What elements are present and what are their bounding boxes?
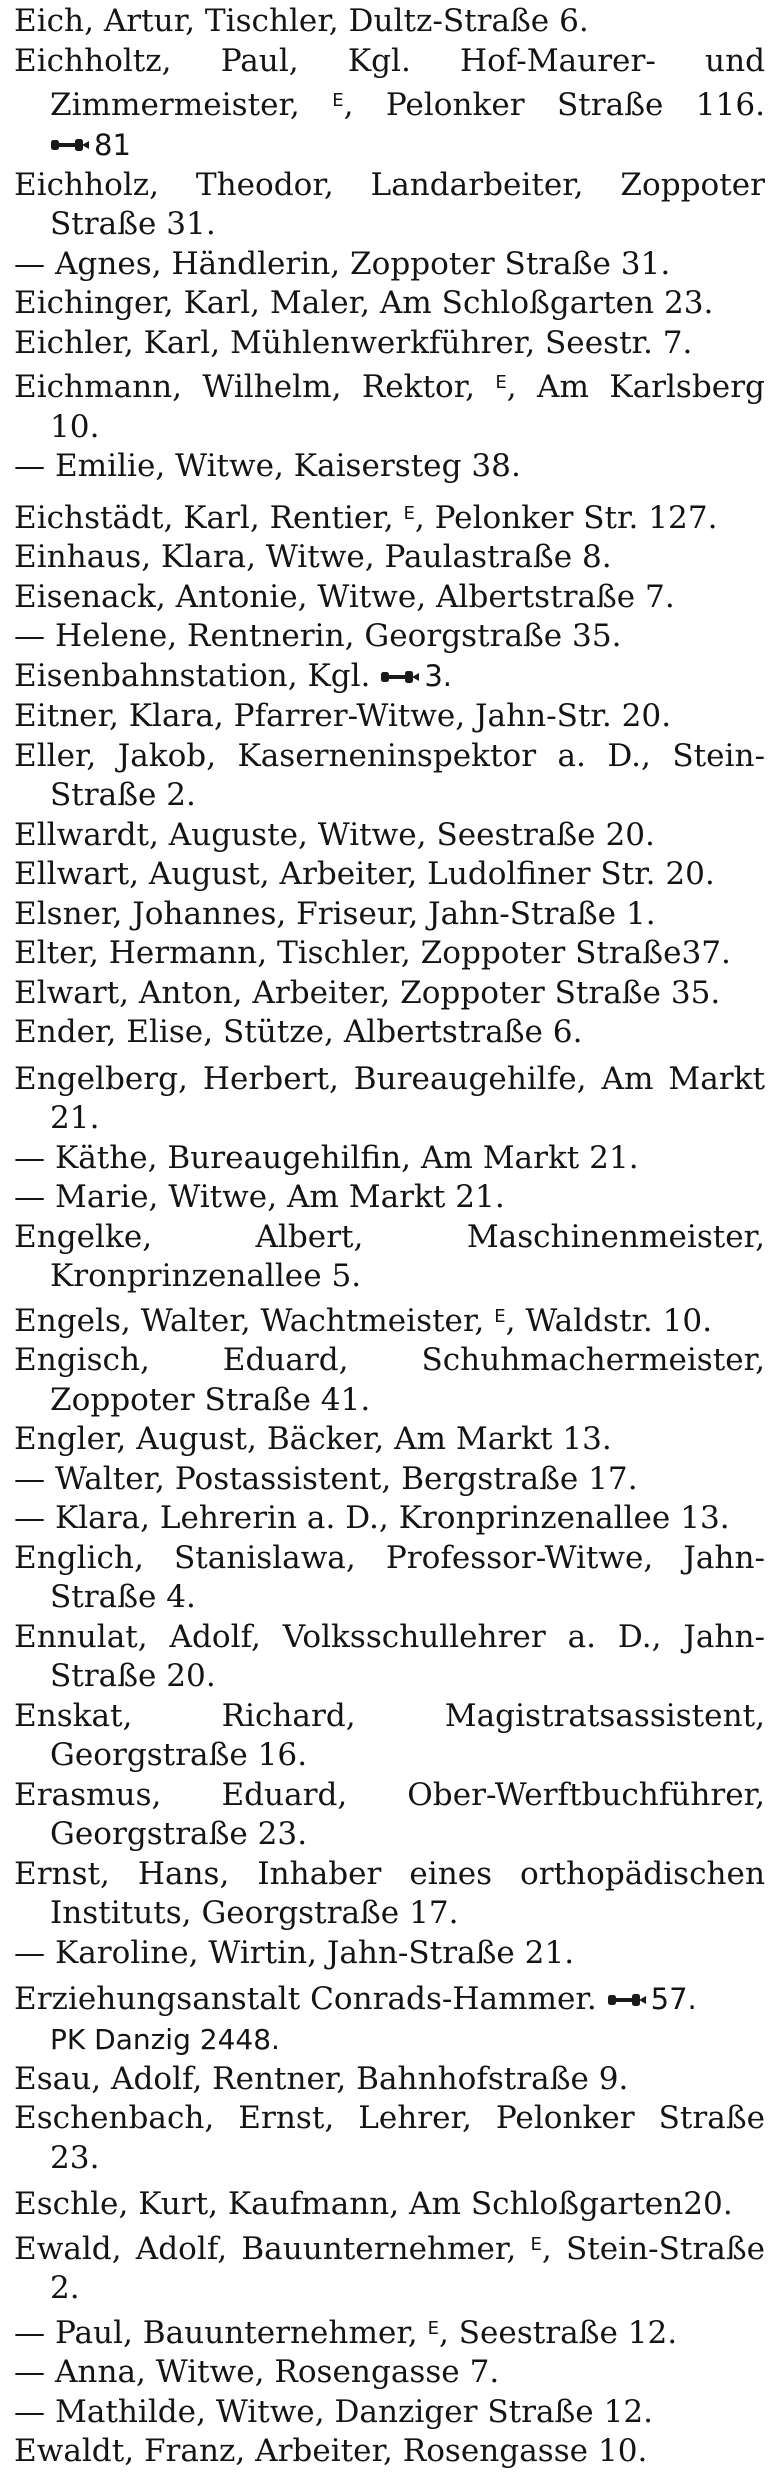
directory-entry bbox=[14, 895, 765, 935]
entry-text: Eichholtz, Paul, Kgl. Hof-Maurer- und Zimmermeister, bbox=[14, 42, 765, 123]
directory-entry bbox=[14, 697, 765, 737]
e-mark: E bbox=[332, 90, 344, 111]
directory-entry bbox=[14, 166, 765, 245]
entry-text: Englich, Stanislawa, Professor-Witwe, Jahn-Straße 4. bbox=[14, 1539, 765, 1615]
directory-entry: Engels, Walter, Wachtmeister, $^E$, Waldstr. 10. bbox=[14, 1302, 713, 1339]
e-mark: E bbox=[495, 372, 507, 394]
directory-entry bbox=[14, 1499, 765, 1539]
telephone-handset-icon bbox=[50, 126, 90, 166]
phone-number-value: 57. bbox=[650, 1982, 697, 2016]
directory-entry bbox=[14, 1218, 765, 1297]
e-mark: E bbox=[494, 1305, 506, 1327]
entry-text: Elter, Hermann, Tischler, Zoppoter Straße37. bbox=[14, 935, 731, 971]
directory-entry bbox=[14, 2060, 765, 2100]
directory-entry bbox=[14, 2393, 765, 2433]
directory-entry bbox=[14, 245, 765, 285]
entry-text: Eichinger, Karl, Maler, Am Schloßgarten 23. bbox=[14, 285, 714, 322]
e-mark: E bbox=[530, 2233, 542, 2255]
directory-entry bbox=[14, 816, 765, 856]
entry-text: Engisch, Eduard, Schuhmachermeister, Zoppoter Straße 41. bbox=[14, 1342, 765, 1418]
directory-entry: Eichmann, Wilhelm, Rektor, $^E$, Am Karlsberg 10. bbox=[14, 369, 765, 445]
entry-text: Eich, Artur, Tischler, Dultz-Straße 6. bbox=[14, 3, 589, 39]
entry-text: — Walter, Postassistent, Bergstraße 17. bbox=[14, 1460, 638, 1497]
entry-text: Eitner, Klara, Pfarrer-Witwe, Jahn-Str. 20. bbox=[14, 698, 672, 734]
entry-address: Pelonker Straße 116. bbox=[385, 87, 765, 123]
directory-entry bbox=[14, 1855, 765, 1934]
entry-text: Esau, Adolf, Rentner, Bahnhofstraße 9. bbox=[14, 2060, 629, 2097]
telephone-handset-icon bbox=[607, 1981, 647, 2021]
phone-number-value: 3. bbox=[424, 658, 452, 693]
entry-text: Ender, Elise, Stütze, Albertstraße 6. bbox=[14, 1014, 583, 1050]
directory-entry bbox=[14, 2353, 765, 2393]
entry-text: Eschle, Kurt, Kaufmann, Am Schloßgarten20. bbox=[14, 2186, 733, 2223]
directory-entry: — Paul, Bauunternehmer, $^E$, Seestraße 12. bbox=[14, 2314, 678, 2351]
entry-text: Erasmus, Eduard, Ober-Werftbuchführer, Georgstraße 23. bbox=[14, 1776, 765, 1852]
entry-address: Stein-Straße 2. bbox=[50, 2230, 765, 2307]
entry-text: Einhaus, Klara, Witwe, Paulastraße 8. bbox=[14, 539, 612, 576]
directory-entry: Eichstädt, Karl, Rentier, $^E$, Pelonker Str. 127. bbox=[14, 499, 718, 536]
directory-entry bbox=[14, 447, 765, 487]
phone-number-value: 81 bbox=[94, 127, 131, 162]
directory-entry bbox=[14, 657, 765, 697]
entry-text: — Karoline, Wirtin, Jahn-Straße 21. bbox=[14, 1934, 575, 1971]
directory-entry bbox=[14, 2185, 765, 2225]
entry-text: — Anna, Witwe, Rosengasse 7. bbox=[14, 2354, 500, 2391]
directory-entry bbox=[14, 934, 765, 974]
directory-entry bbox=[14, 578, 765, 618]
directory-entry bbox=[14, 1341, 765, 1420]
entry-text: Ellwardt, Auguste, Witwe, Seestraße 20. bbox=[14, 816, 655, 853]
entry-text: Eichholz, Theodor, Landarbeiter, Zoppoter Straße 31. bbox=[14, 166, 765, 243]
directory-entry bbox=[14, 1934, 765, 1974]
phone-number bbox=[380, 657, 452, 697]
entry-text: Ennulat, Adolf, Volksschullehrer a. D., Jahn-Straße 20. bbox=[14, 1618, 765, 1694]
directory-entry bbox=[14, 2, 765, 42]
entry-address: Seestraße 12. bbox=[458, 2314, 678, 2351]
entry-text: — Helene, Rentnerin, Georgstraße 35. bbox=[14, 618, 622, 655]
entry-text: Ernst, Hans, Inhaber eines orthopädischen Instituts, Georgstraße 17. bbox=[14, 1855, 765, 1931]
directory-entry bbox=[14, 1460, 765, 1500]
entry-text: Ewaldt, Franz, Arbeiter, Rosengasse 10. bbox=[14, 2433, 648, 2470]
entry-address: Am Karlsberg 10. bbox=[50, 369, 765, 445]
phone-number bbox=[50, 126, 131, 166]
directory-entry bbox=[14, 1618, 765, 1697]
directory-entry bbox=[14, 1139, 765, 1179]
entry-text: Enskat, Richard, Magistratsassistent, Georgstraße 16. bbox=[14, 1697, 765, 1773]
e-mark: E bbox=[427, 2317, 439, 2339]
directory-entry bbox=[14, 1697, 765, 1776]
directory-entry bbox=[14, 1539, 765, 1618]
entry-text: — Klara, Lehrerin a. D., Kronprinzenallee 13. bbox=[14, 1500, 730, 1536]
directory-entry bbox=[14, 1420, 765, 1460]
directory-entry bbox=[14, 974, 765, 1014]
directory-entry bbox=[14, 1178, 765, 1218]
directory-entry bbox=[14, 1980, 765, 2060]
entry-text: Eller, Jakob, Kaserneninspektor a. D., Stein-Straße 2. bbox=[14, 737, 765, 813]
phone-number bbox=[607, 1980, 697, 2020]
entry-text: — Paul, Bauunternehmer, bbox=[14, 2314, 418, 2351]
entry-text: Eichmann, Wilhelm, Rektor, bbox=[14, 369, 476, 406]
entry-text: Eichler, Karl, Mühlenwerkführer, Seestr. 7. bbox=[14, 324, 693, 361]
entry-text: Engler, August, Bäcker, Am Markt 13. bbox=[14, 1421, 612, 1457]
entry-text: Eichstädt, Karl, Rentier, bbox=[14, 499, 394, 536]
directory-entry bbox=[14, 1060, 765, 1139]
entry-text: Eisenack, Antonie, Witwe, Albertstraße 7. bbox=[14, 578, 675, 615]
entry-address: Pelonker Str. 127. bbox=[434, 499, 718, 536]
entry-text: Engelke, Albert, Maschinenmeister, Kronprinzenallee 5. bbox=[14, 1218, 765, 1294]
directory-entry bbox=[14, 2432, 765, 2472]
entry-text: Elwart, Anton, Arbeiter, Zoppoter Straße 35. bbox=[14, 974, 721, 1011]
directory-entry bbox=[14, 538, 765, 578]
entry-text: Ellwart, August, Arbeiter, Ludolfiner Str. 20. bbox=[14, 856, 715, 892]
entry-text: — Emilie, Witwe, Kaisersteg 38. bbox=[14, 448, 521, 485]
directory-entry: Eichholtz, Paul, Kgl. Hof-Maurer- und Zimmermeister, $^E$, Pelonker Straße 116. 81 bbox=[14, 42, 765, 166]
entry-text: Eisenbahnstation, Kgl. bbox=[14, 657, 371, 694]
directory-entry: Ewald, Adolf, Bauunternehmer, $^E$, Stein-Straße 2. bbox=[14, 2230, 765, 2307]
directory-entry bbox=[14, 1013, 765, 1053]
directory-entry bbox=[14, 855, 765, 895]
e-mark: E bbox=[403, 502, 415, 524]
entry-text: Erziehungsanstalt Conrads-Hammer. bbox=[14, 1981, 597, 2017]
directory-entry bbox=[14, 737, 765, 816]
entry-text: — Mathilde, Witwe, Danziger Straße 12. bbox=[14, 2393, 654, 2430]
directory-entry bbox=[14, 2099, 765, 2178]
entry-text: Engelberg, Herbert, Bureaugehilfe, Am Markt 21. bbox=[14, 1060, 765, 1136]
entry-list bbox=[14, 2, 765, 2472]
entry-text: Eschenbach, Ernst, Lehrer, Pelonker Straße 23. bbox=[14, 2100, 765, 2176]
entry-text: — Agnes, Händlerin, Zoppoter Straße 31. bbox=[14, 245, 671, 282]
directory-entry bbox=[14, 617, 765, 657]
entry-address: Waldstr. 10. bbox=[525, 1302, 713, 1339]
entry-text: — Käthe, Bureaugehilfin, Am Markt 21. bbox=[14, 1139, 639, 1176]
entry-text: Elsner, Johannes, Friseur, Jahn-Straße 1. bbox=[14, 895, 656, 932]
postal-account: PK Danzig 2448. bbox=[50, 2023, 280, 2057]
entry-text: — Marie, Witwe, Am Markt 21. bbox=[14, 1179, 505, 1215]
telephone-handset-icon bbox=[380, 658, 420, 698]
directory-entry bbox=[14, 324, 765, 364]
entry-text: Engels, Walter, Wachtmeister, bbox=[14, 1302, 485, 1339]
entry-text: Ewald, Adolf, Bauunternehmer, bbox=[14, 2230, 517, 2267]
directory-entry bbox=[14, 1776, 765, 1855]
directory-entry bbox=[14, 284, 765, 324]
